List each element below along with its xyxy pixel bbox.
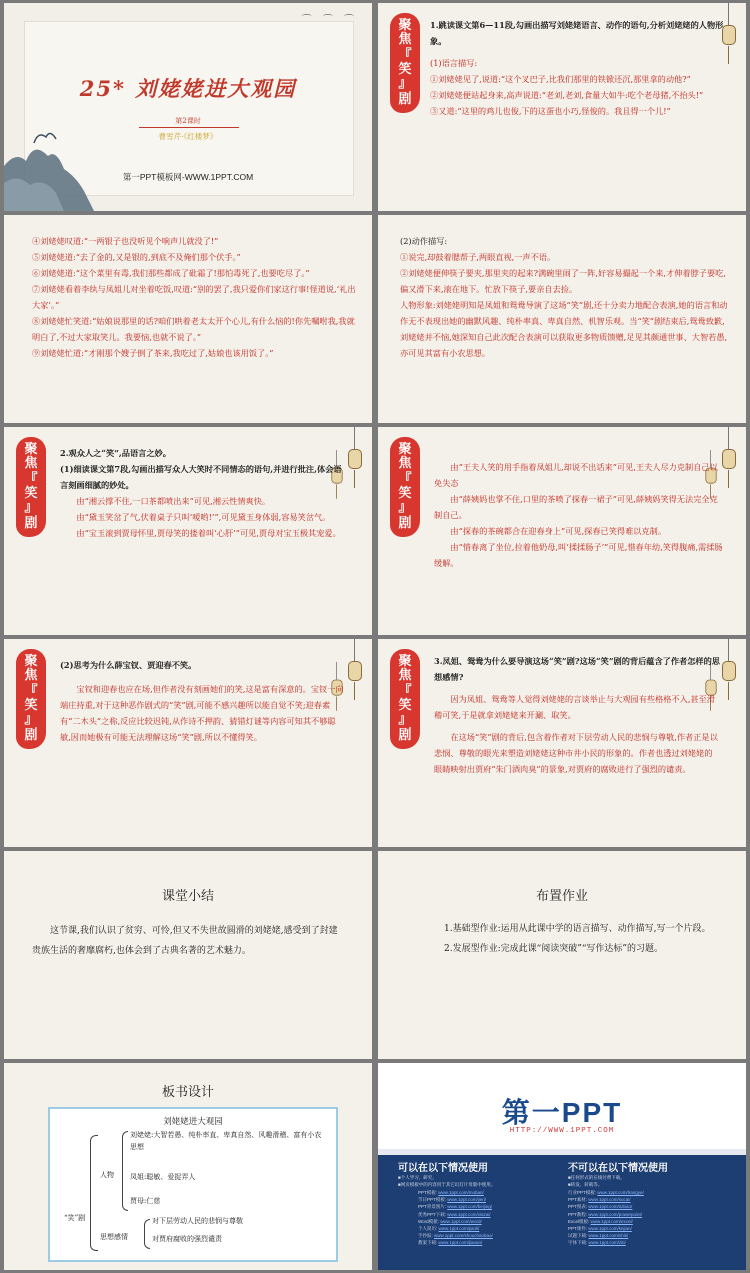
list-item: ④刘姥姥叹道:“一两银子也没听见个响声儿就没了!” xyxy=(32,236,219,246)
link[interactable]: www.1ppt.com/sucai/ xyxy=(588,1197,631,1203)
list-item: ②刘姥姥便伸筷子要夹,那里夹的起来?满碗里闹了一阵,好容易撮起一个来,才伸着脖子要吃,偏又滑下来,滚在地下。忙放下筷子,要亲自去捡。 xyxy=(400,268,726,294)
link[interactable]: www.1ppt.com/jieri/ xyxy=(447,1197,487,1203)
link[interactable]: www.1ppt.com/excel/ xyxy=(590,1218,633,1224)
cannot-use-heading: 不可以在以下情况使用 xyxy=(568,1163,668,1174)
link[interactable]: www.1ppt.com/word/ xyxy=(440,1218,482,1224)
list-item: ⑦刘姥姥看着李纨与凤姐儿对坐着吃饭,叹道:“别的罢了,我只爱你们家这行事!怪道说,‘礼出大家’。” xyxy=(32,284,356,310)
link[interactable]: www.1ppt.com/beijing/ xyxy=(447,1204,493,1210)
slide-body xyxy=(60,445,346,541)
list-item: ①刘姥姥见了,说道:“这个叉巴子,比我们那里的铁锨还沉,那里拿的动他?” xyxy=(430,74,691,84)
slide-body xyxy=(434,653,720,777)
slide-action-description[interactable] xyxy=(378,215,746,423)
link[interactable]: www.1ppt.com/shouchaobao/ xyxy=(434,1233,493,1239)
slide-laughter-language[interactable] xyxy=(4,427,372,635)
thought-label: 思想感情 xyxy=(100,1233,128,1241)
slide-language-continued[interactable] xyxy=(4,215,372,423)
slide-language-description[interactable] xyxy=(378,3,746,211)
focus-tag: 聚 焦 『 笑 』 剧 xyxy=(16,437,46,537)
birds-decoration: ⌒ ⌒ ⌒ xyxy=(301,15,358,26)
list-item: ⑨刘姥姥忙道:“才刚那个嫂子倒了茶来,我吃过了,姑娘也该用饭了。” xyxy=(32,348,274,358)
link[interactable]: www.1ppt.com/ziti/ xyxy=(588,1240,626,1246)
focus-tag: 聚 焦 『 笑 』 剧 xyxy=(390,13,420,113)
website-label: 第一PPT模板网-WWW.1PPT.COM xyxy=(122,172,254,182)
board-diagram xyxy=(48,1107,338,1262)
slide-body xyxy=(400,233,730,361)
brace xyxy=(122,1131,128,1211)
author-label: 曹雪芹·《红楼梦》 xyxy=(158,132,218,141)
thought-item: 对贾府腐败的强烈谴责 xyxy=(152,1235,222,1243)
slide-body xyxy=(32,233,357,361)
link-list-right: 行业PPT模板: www.1ppt.com/hangye/ PPT素材: www.1ppt.com/sucai/ PPT图表: www.1ppt.com/tubiao/ PPT教程: www.1ppt.com/powerpoint/ Excel模板: www.1ppt.com/excel/ PPT课件: www.1ppt.com/kejian/ 试题下载: www.1ppt.com/shiti/ 字体下载: www.1ppt.com/ziti/ xyxy=(568,1190,644,1246)
link[interactable]: www.1ppt.com/shiti/ xyxy=(588,1233,629,1239)
slide-title: 25* 刘姥姥进大观园 xyxy=(79,76,297,101)
answer: 宝钗和迎春也应在场,但作者没有刻画她们的笑,这是富有深意的。宝钗一向端庄持重,对于这种恶作剧式的“笑”剧,可能不感兴趣所以能自觉不笑;迎春素有“二木头”之称,反应比较迟钝,从作诗不押韵、猜错灯谜等内容可知其不够聪敏,因而她极有可能无法理解这场“笑”剧,所以不懂得笑。 xyxy=(60,684,344,742)
answer: 由“惜春离了坐位,拉着他奶母,叫‘揉揉肠子’”可见,惜春年幼,笑得腹痛,需揉肠缓解。 xyxy=(434,542,723,568)
homework-item: 1.基础型作业:运用从此课中学的语言描写、动作描写,写一个片段。 xyxy=(444,924,711,934)
liu-traits: 刘姥姥:大智若愚、纯朴率直、卑真自然、风趣滑稽、富有小农思想 xyxy=(130,1131,322,1151)
slide-summary[interactable] xyxy=(4,851,372,1059)
homework-item: 2.发展型作业:完成此课“阅读突破”“写作达标”的习题。 xyxy=(444,944,664,954)
question: (1)细读课文第7段,勾画出描写众人大笑时不同情态的语句,并进行批注,体会语言刻画细腻的妙处。 xyxy=(60,464,342,490)
answer: 由“探春的茶碗都合在迎春身上”可见,探春已笑得难以克制。 xyxy=(450,526,667,536)
link[interactable]: www.1ppt.com/moban/ xyxy=(438,1190,484,1195)
link[interactable]: www.1ppt.com/tubiao/ xyxy=(588,1204,633,1210)
lantern-icon xyxy=(344,427,366,497)
answer: 由“湘云撑不住,一口茶都喷出来”可见,湘云性情爽快。 xyxy=(76,496,271,506)
slide-body xyxy=(426,919,726,959)
subheading: (2)动作描写: xyxy=(400,236,448,246)
slide-heading: 布置作业 xyxy=(535,889,588,904)
slide-laughter-continued[interactable] xyxy=(378,427,746,635)
link[interactable]: www.1ppt.com/jianli/ xyxy=(438,1226,480,1232)
slide-body xyxy=(60,657,346,745)
answer: 由“王夫人笑的用手指着凤姐儿,却说不出话来”可见,王夫人尽力克制自己以免失态 xyxy=(434,462,718,488)
slide-heading: 课堂小结 xyxy=(161,889,214,904)
link-list-left: PPT模板: www.1ppt.com/moban/ 节日PPT模板: www.1ppt.com/jieri/ PPT背景图片: www.1ppt.com/beijing/ 优秀PPT下载: www.1ppt.com/xiazai/ Word模板: www.1ppt.com/word/ 个人简历: www.1ppt.com/jianli/ 手抄报: www.1ppt.com/shouchaobao/ 教案下载: www.1ppt.com/jiaoan/ xyxy=(418,1190,493,1246)
board-title: 刘姥姥进大观园 xyxy=(163,1117,223,1127)
slide-homework[interactable] xyxy=(378,851,746,1059)
feng-traits: 凤姐:聪敏、爱捉弄人 xyxy=(130,1173,196,1181)
link[interactable]: www.1ppt.com/hangye/ xyxy=(597,1190,644,1195)
question: (2)思考为什么薛宝钗、贾迎春不笑。 xyxy=(60,660,197,670)
brace xyxy=(90,1135,98,1251)
thought-item: 对下层劳动人民的悲悯与尊敬 xyxy=(152,1217,243,1225)
lesson-label: 第2课时 xyxy=(175,117,201,125)
character-analysis: 人物形象:刘姥姥明知是凤姐和鸳鸯导演了这场“笑”剧,还十分卖力地配合表演,她的语言和动作无不表现出她的幽默风趣、纯朴率真、卑真自然、机智乐观。当“笑”剧结束后,鸳鸯致歉,刘姥姥并不恼,她深知自己此次配合表演可以获取更多物质馈赠,足见其颇通世事、大智若愚,亦可见其富有小农思想。 xyxy=(400,300,728,358)
link[interactable]: www.1ppt.com/jiaoan/ xyxy=(438,1240,483,1246)
list-item: ②刘姥姥便站起身来,高声说道:“老刘,老刘,食量大如牛:吃个老母猪,不抬头!” xyxy=(430,90,704,100)
ppt-url: HTTP://WWW.1PPT.COM xyxy=(509,1127,615,1135)
focus-tag: 聚 焦 『 笑 』 剧 xyxy=(390,649,420,749)
slide-board-design[interactable] xyxy=(4,1063,372,1270)
slide-why-not-laugh[interactable] xyxy=(4,639,372,847)
answer: 因为凤姐、鸳鸯等人觉得刘姥姥的言谈举止与大观园有些格格不入,甚至滑稽可笑,于是就拿刘姥姥来开涮、取笑。 xyxy=(434,694,715,720)
slide-body xyxy=(434,459,724,571)
focus-tag: 聚 焦 『 笑 』 剧 xyxy=(390,437,420,537)
lantern-icon xyxy=(344,639,366,709)
list-item: ⑥刘姥姥道:“这个菜里有毒,我们那些都成了砒霜了!那怕毒死了,也要吃尽了。” xyxy=(32,268,310,278)
title-slide[interactable] xyxy=(4,3,372,211)
answer: 由“黛玉笑岔了气,伏着桌子只叫‘嗳哟!’”,可见黛玉身体弱,容易笑岔气。 xyxy=(76,512,331,522)
summary-text: 这节课,我们认识了贫穷、可怜,但又不失世故圆滑的刘姥姥,感受到了封建贵族生活的奢靡腐朽,也体会到了古典名著的艺术魅力。 xyxy=(32,926,338,956)
jia-traits: 贾母:仁慈 xyxy=(130,1197,161,1205)
answer: 由“薛姨妈也掌不住,口里的茶喷了探春一裙子”可见,薛姨妈笑得无法完全克制自己。 xyxy=(434,494,718,520)
brace xyxy=(144,1219,150,1249)
usage-band: 可以在以下情况使用 ■个人学习、研究。 ■网页模板中的内容用于其它幻灯片母版中使用。 不可以在以下情况使用 ■任何形式的在线付费下载。 ■转发、转载等。 PPT模板: www.1ppt.com/moban/ 节日PPT模板: www.1ppt.com/jieri/ PPT背景图片: www.1ppt.com/beijing/ 优秀PPT下载: www.1ppt.com/xiazai/ Word模板: www.1ppt.com/word/ 个人简历: www.1ppt.com/jianli/ 手抄报: www.1ppt.com/shouchaobao/ 教案下载: www.1ppt.com/jiaoan/ 行业PPT模板: www.1ppt.com/hangye/ PPT素材: www.1ppt.com/sucai/ PPT图表: www.1ppt.com/tubiao/ PPT教程: www.1ppt.com/powerpoint/ Excel模板: www.1ppt.com/excel/ PPT课件: www.1ppt.com/kejian/ 试题下载: www.1ppt.com/shiti/ 字体下载: www.1ppt.com/ziti/ xyxy=(378,1155,746,1270)
people-label: 人物 xyxy=(100,1171,114,1179)
list-item: ⑧刘姥姥忙笑道:“姑娘说那里的话?咱们哄着老太太开个心儿,有什么恼的!你先嘱咐我,我就明白了,不过大家取笑儿。我要恼,也就不说了。” xyxy=(32,316,355,342)
slide-heading: 板书设计 xyxy=(161,1085,214,1100)
can-use-heading: 可以在以下情况使用 xyxy=(398,1163,488,1174)
lantern-icon xyxy=(718,639,740,709)
question: 3.凤姐、鸳鸯为什么要导演这场“笑”剧?这场“笑”剧的背后蕴含了作者怎样的思想感情? xyxy=(434,656,720,682)
question: 1.跳读课文第6—11段,勾画出描写刘姥姥语言、动作的语句,分析刘姥姥的人物形象。 xyxy=(430,20,724,46)
link[interactable]: www.1ppt.com/powerpoint/ xyxy=(588,1211,643,1217)
title-divider xyxy=(139,127,239,128)
list-item: ⑤刘姥姥道:“去了金的,又是银的,到底不及俺们那个伏手。” xyxy=(32,252,241,262)
list-item: ③又道:“这里的鸡儿也俊,下的这蛋也小巧,怪俊的。我且得一个儿!” xyxy=(430,106,671,116)
link[interactable]: www.1ppt.com/kejian/ xyxy=(588,1226,632,1232)
answer: 由“宝玉滚到贾母怀里,贾母笑的搂着叫‘心肝’”可见,贾母对宝玉极其宠爱。 xyxy=(76,528,341,538)
mountain-painting xyxy=(4,111,114,211)
ppt-promo-slide[interactable] xyxy=(378,1063,746,1270)
focus-tag: 聚 焦 『 笑 』 剧 xyxy=(16,649,46,749)
slide-author-intent[interactable] xyxy=(378,639,746,847)
question: 2.观众人之“笑”,品语言之妙。 xyxy=(60,448,171,458)
root-label: “笑”剧 xyxy=(64,1214,86,1222)
ppt-logo: 第一PPT xyxy=(501,1097,623,1128)
subheading: (1)语言描写: xyxy=(430,58,478,68)
slide-body xyxy=(430,17,730,119)
link[interactable]: www.1ppt.com/xiazai/ xyxy=(447,1211,491,1217)
answer: 在这场“笑”剧的背后,包含着作者对下层劳动人民的悲悯与尊敬,作者正是以悲悯、尊敬的眼光来塑造刘姥姥这种市井小民的形象的。作者也透过刘姥姥的眼睛映射出贾府“朱门酒肉臭”的景象,对贾府的腐败进行了强烈的谴责。 xyxy=(434,732,718,774)
list-item: ①说完,却鼓着腮帮子,两眼直视,一声不语。 xyxy=(400,252,556,262)
